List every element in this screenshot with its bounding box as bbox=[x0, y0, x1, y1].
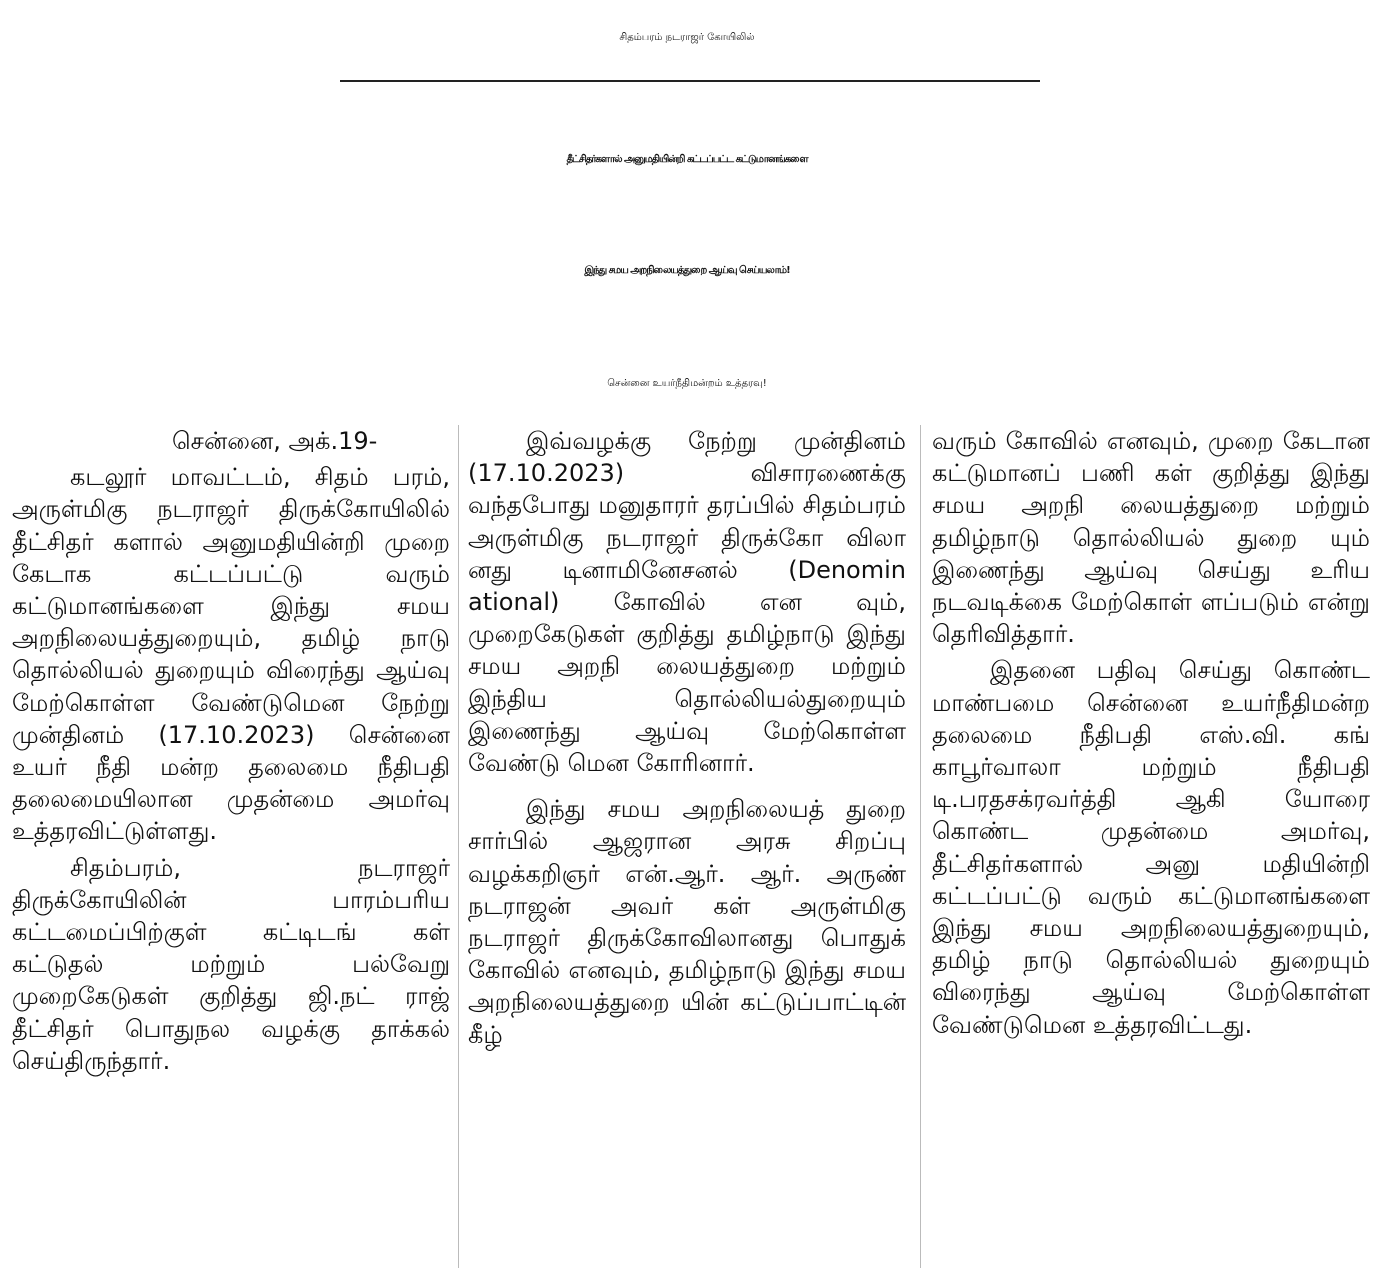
kicker-heading: சிதம்பரம் நடராஜர் கோயிலில் bbox=[619, 32, 755, 43]
dateline: சென்னை, அக்.19- bbox=[172, 427, 378, 455]
subheadline: சென்னை உயர்நீதிமன்றம் உத்தரவு! bbox=[607, 378, 767, 389]
col1-paragraph-1: கடலூர் மாவட்டம், சிதம் பரம், அருள்மிகு நடராஜர் திருக்கோயிலில் தீட்சிதர் களால் அனுமதியின்றி முறை கேடாக கட்டப்பட்டு வரும் கட்டுமானங்களை இந்து சமய அறநிலையத்துறையும், தமிழ் நாடு தொல்லியல் துறையும் விரைந்து ஆய்வு மேற்கொள்ள வேண்டுமென நேற்று முன்தினம் (17.10.2023) சென்னை உயர் நீதி மன்ற தலைமை நீதிபதி தலைமையிலான முதன்மை அமர்வு உத்தரவிட்டுள்ளது. bbox=[12, 463, 450, 846]
col2-paragraph-2: இந்து சமய அறநிலையத் துறை சார்பில் ஆஜரான அரசு சிறப்பு வழக்கறிஞர் என்.ஆர். ஆர். அருண் நடராஜன் அவர் கள் அருள்மிகு நடராஜர் திருக்கோவிலானது பொதுக் கோவில் எனவும், தமிழ்நாடு இந்து சமய அறநிலையத்துறை யின் கட்டுப்பாட்டின் கீழ் bbox=[468, 795, 906, 1049]
headline-line-1: தீட்சிதர்களால் அனுமதியின்றி கட்டப்பட்ட கட்டுமானங்களை bbox=[566, 154, 808, 165]
column-divider-2 bbox=[920, 425, 921, 1268]
article-column-3 bbox=[932, 425, 1370, 1041]
headline-line-2: இந்து சமய அறநிலையத்துறை ஆய்வு செய்யலாம்! bbox=[584, 265, 790, 276]
article-column-2 bbox=[468, 425, 906, 1051]
article-column-1 bbox=[12, 425, 450, 1077]
column-divider-1 bbox=[458, 425, 459, 1268]
kicker-rule bbox=[340, 80, 1040, 82]
col2-paragraph-1: இவ்வழக்கு நேற்று முன்தினம் (17.10.2023) விசாரணைக்கு வந்தபோது மனுதாரர் தரப்பில் சிதம்பரம் அருள்மிகு நடராஜர் திருக்கோ விலா னது டினாமினேசனல் (Denomin ational) கோவில் என வும், முறைகேடுகள் குறித்து தமிழ்நாடு இந்து சமய அறநி லையத்துறை மற்றும் இந்திய தொல்லியல்துறையும் இணைந்து ஆய்வு மேற்கொள்ள வேண்டு மென கோரினார். bbox=[468, 427, 906, 778]
col3-paragraph-1: வரும் கோவில் எனவும், முறை கேடான கட்டுமானப் பணி கள் குறித்து இந்து சமய அறநி லையத்துறை மற்றும் தமிழ்நாடு தொல்லியல் துறை யும் இணைந்து ஆய்வு செய்து உரிய நடவடிக்கை மேற்கொள் ளப்படும் என்று தெரிவித்தார். bbox=[932, 427, 1370, 649]
col1-paragraph-2: சிதம்பரம், நடராஜர் திருக்கோயிலின் பாரம்பரிய கட்டமைப்பிற்குள் கட்டிடங் கள் கட்டுதல் மற்றும் பல்வேறு முறைகேடுகள் குறித்து ஜி.நட் ராஜ் தீட்சிதர் பொதுநல வழக்கு தாக்கல் செய்திருந்தார். bbox=[12, 853, 450, 1075]
col3-paragraph-2: இதனை பதிவு செய்து கொண்ட மாண்பமை சென்னை உயர்நீதிமன்ற தலைமை நீதிபதி எஸ்.வி. கங் காபூர்வாலா மற்றும் நீதிபதி டி.பரதசக்ரவர்த்தி ஆகி யோரை கொண்ட முதன்மை அமர்வு, தீட்சிதர்களால் அனு மதியின்றி கட்டப்பட்டு வரும் கட்டுமானங்களை இந்து சமய அறநிலையத்துறையும், தமிழ் நாடு தொல்லியல் துறையும் விரைந்து ஆய்வு மேற்கொள்ள வேண்டுமென உத்தரவிட்டது. bbox=[932, 656, 1370, 1039]
